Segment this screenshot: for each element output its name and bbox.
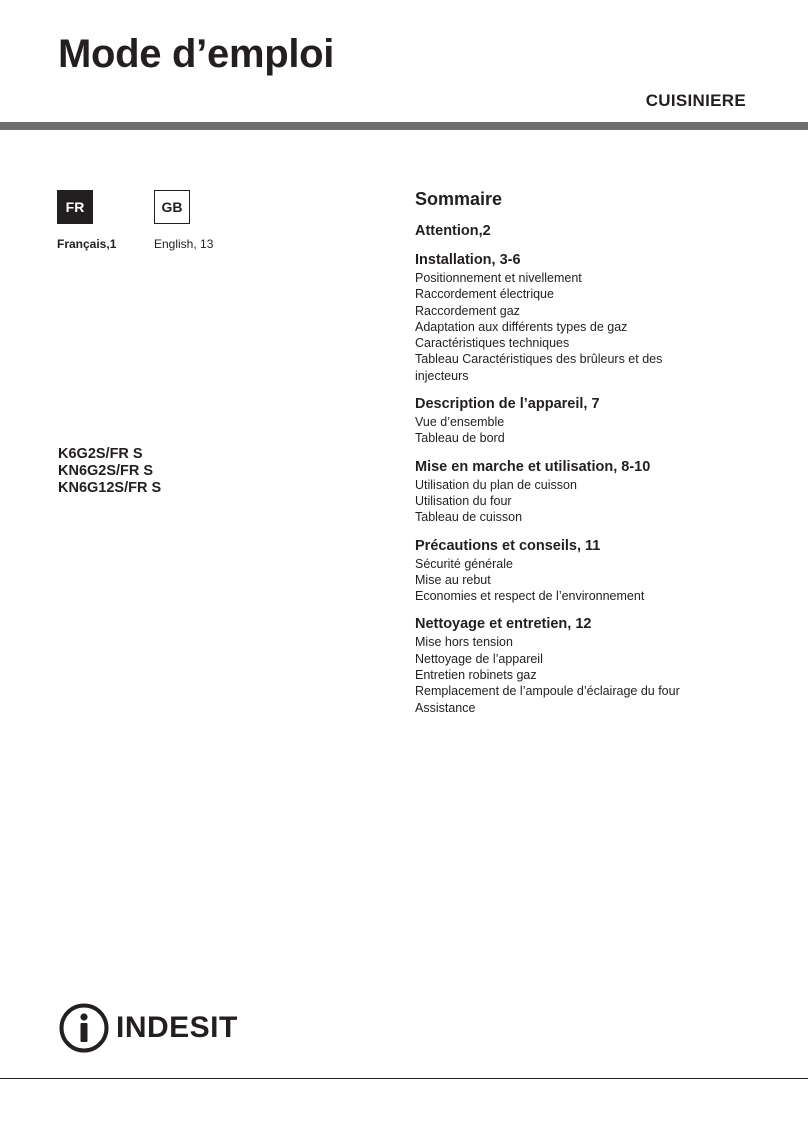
toc-item: Tableau de bord: [415, 431, 505, 446]
footer-divider-line: [0, 1078, 808, 1079]
toc-item: Raccordement électrique: [415, 287, 554, 302]
toc-section-title: Attention,2: [415, 223, 491, 239]
toc-section-title: Nettoyage et entretien, 12: [415, 616, 592, 633]
toc-section-usage: [415, 458, 795, 526]
toc-section-title: Précautions et conseils, 11: [415, 537, 601, 554]
toc-section-title: Installation, 3-6: [415, 252, 521, 268]
page-title: Mode d’emploi: [58, 32, 335, 76]
toc-item: Tableau Caractéristiques des brûleurs et des: [415, 352, 663, 367]
toc-item: injecteurs: [415, 368, 469, 383]
toc-section-description: [415, 395, 795, 447]
toc-item: Vue d’ensemble: [415, 415, 505, 430]
toc-section-installation: [415, 251, 795, 384]
indesit-logo-icon: [58, 1002, 110, 1054]
toc-item: Economies et respect de l’environnement: [415, 589, 645, 604]
toc-title: Sommaire: [415, 189, 503, 209]
toc-section-precautions: [415, 537, 795, 605]
model-number: KN6G2S/FR S: [58, 463, 154, 479]
language-label-fr: Français,1: [57, 237, 117, 251]
toc-item: Mise au rebut: [415, 572, 491, 587]
table-of-contents: [415, 188, 795, 727]
toc-item: Adaptation aux différents types de gaz: [415, 319, 628, 334]
document-type: CUISINIERE: [645, 91, 746, 110]
toc-item: Mise hors tension: [415, 635, 513, 650]
toc-item: Entretien robinets gaz: [415, 668, 537, 683]
toc-item: Positionnement et nivellement: [415, 271, 582, 285]
toc-item: Caractéristiques techniques: [415, 336, 570, 351]
language-badge-gb[interactable]: GB: [154, 190, 190, 224]
toc-item: Nettoyage de l’appareil: [415, 651, 543, 666]
toc-item: Utilisation du four: [415, 493, 512, 508]
toc-item: Sécurité générale: [415, 556, 513, 571]
toc-item: Raccordement gaz: [415, 303, 520, 318]
toc-section-cleaning: [415, 615, 795, 715]
toc-section-attention: [415, 222, 795, 240]
model-number: KN6G12S/FR S: [58, 480, 162, 496]
toc-item: Utilisation du plan de cuisson: [415, 477, 577, 492]
toc-section-title: Description de l’appareil, 7: [415, 396, 600, 413]
brand-logo: [58, 1002, 238, 1054]
header-divider-bar: [0, 122, 808, 130]
language-label-gb: English, 13: [154, 237, 214, 251]
toc-section-title: Mise en marche et utilisation, 8-10: [415, 458, 651, 475]
language-badge-fr[interactable]: FR: [57, 190, 93, 224]
model-number: K6G2S/FR S: [58, 446, 143, 462]
brand-name: INDESIT: [116, 1011, 238, 1044]
model-list: [58, 446, 161, 497]
toc-item: Tableau de cuisson: [415, 510, 523, 525]
toc-item: Assistance: [415, 700, 476, 715]
toc-item: Remplacement de l’ampoule d’éclairage du four: [415, 684, 680, 699]
